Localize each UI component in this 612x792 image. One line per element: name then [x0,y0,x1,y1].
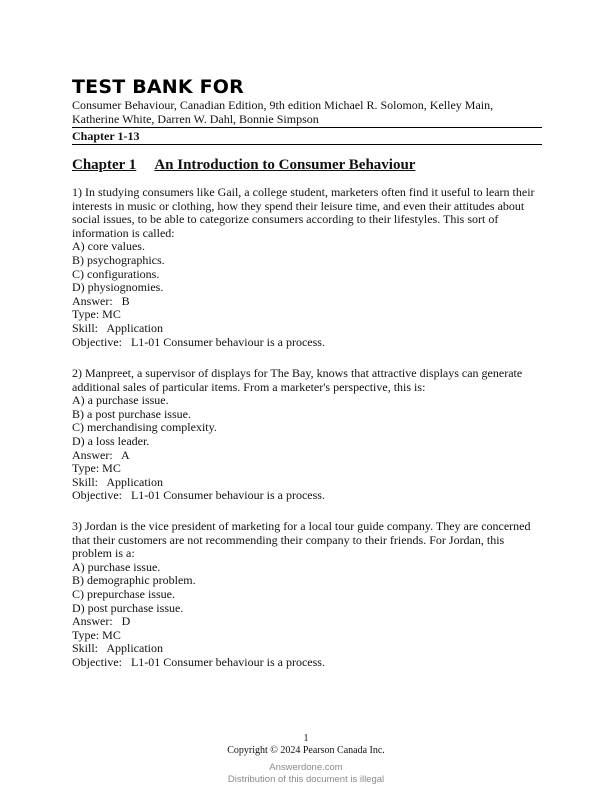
question-answer: Answer: A [72,447,130,462]
question-item [72,367,542,503]
question-skill: Skill: Application [72,474,164,489]
answer-option: D) physiognomies. [72,280,164,295]
question-type: Type: MC [72,307,121,322]
question-objective: Objective: L1-01 Consumer behaviour is a process. [72,654,325,669]
question-item [72,186,542,349]
page-number: 1 [303,733,309,744]
question-type: Type: MC [72,627,121,642]
watermark [0,762,612,786]
question-objective: Objective: L1-01 Consumer behaviour is a process. [72,488,325,503]
question-skill: Skill: Application [72,641,164,656]
copyright-notice: Copyright © 2024 Pearson Canada Inc. [227,745,385,756]
question-item [72,520,542,670]
answer-option: C) merchandising complexity. [72,420,217,435]
question-objective: Objective: L1-01 Consumer behaviour is a process. [72,334,325,349]
question-stem: 2) Manpreet, a supervisor of displays for The Bay, knows that attractive displays can generate additional sales of particular items. From a marketer's perspective, this is: [72,366,523,394]
answer-option: A) core values. [72,239,145,254]
header-rule-top [72,127,542,128]
chapter-heading [72,156,415,174]
book-citation: Consumer Behaviour, Canadian Edition, 9th edition Michael R. Solomon, Kelley Main, Katherine White, Darren W. Dahl, Bonnie Simpson [72,98,494,126]
answer-option: C) prepurchase issue. [72,586,175,601]
chapter-number: Chapter 1 [72,157,137,173]
question-stem: 3) Jordan is the vice president of marketing for a local tour guide company. They are concerned that their customers are not recommending their company to their friends. For Jordan, this problem is a: [72,519,531,561]
answer-option: A) purchase issue. [72,559,161,574]
watermark-notice: Distribution of this document is illegal [227,774,385,785]
question-answer: Answer: D [72,614,131,629]
answer-option: B) psychographics. [72,252,165,267]
header-rule-bottom [72,144,542,145]
answer-option: D) a loss leader. [72,433,150,448]
chapter-title: An Introduction to Consumer Behaviour [154,157,416,173]
chapter-range: Chapter 1-13 [72,129,140,143]
answer-option: D) post purchase issue. [72,600,184,615]
question-stem: 1) In studying consumers like Gail, a college student, marketers often find it useful to learn their interests in music or clothing, how they spend their leisure time, and even their attitudes about social issues, to be able to categorize consumers according to their lifestyles. This sort of information is called: [72,185,535,240]
question-skill: Skill: Application [72,320,164,335]
answer-option: B) demographic problem. [72,573,196,588]
watermark-site: Answerdone.com [269,762,343,773]
question-answer: Answer: B [72,293,130,308]
answer-option: B) a post purchase issue. [72,406,191,421]
question-type: Type: MC [72,461,121,476]
document-title: TEST BANK FOR [72,76,244,98]
answer-option: C) configurations. [72,266,160,281]
answer-option: A) a purchase issue. [72,393,169,408]
